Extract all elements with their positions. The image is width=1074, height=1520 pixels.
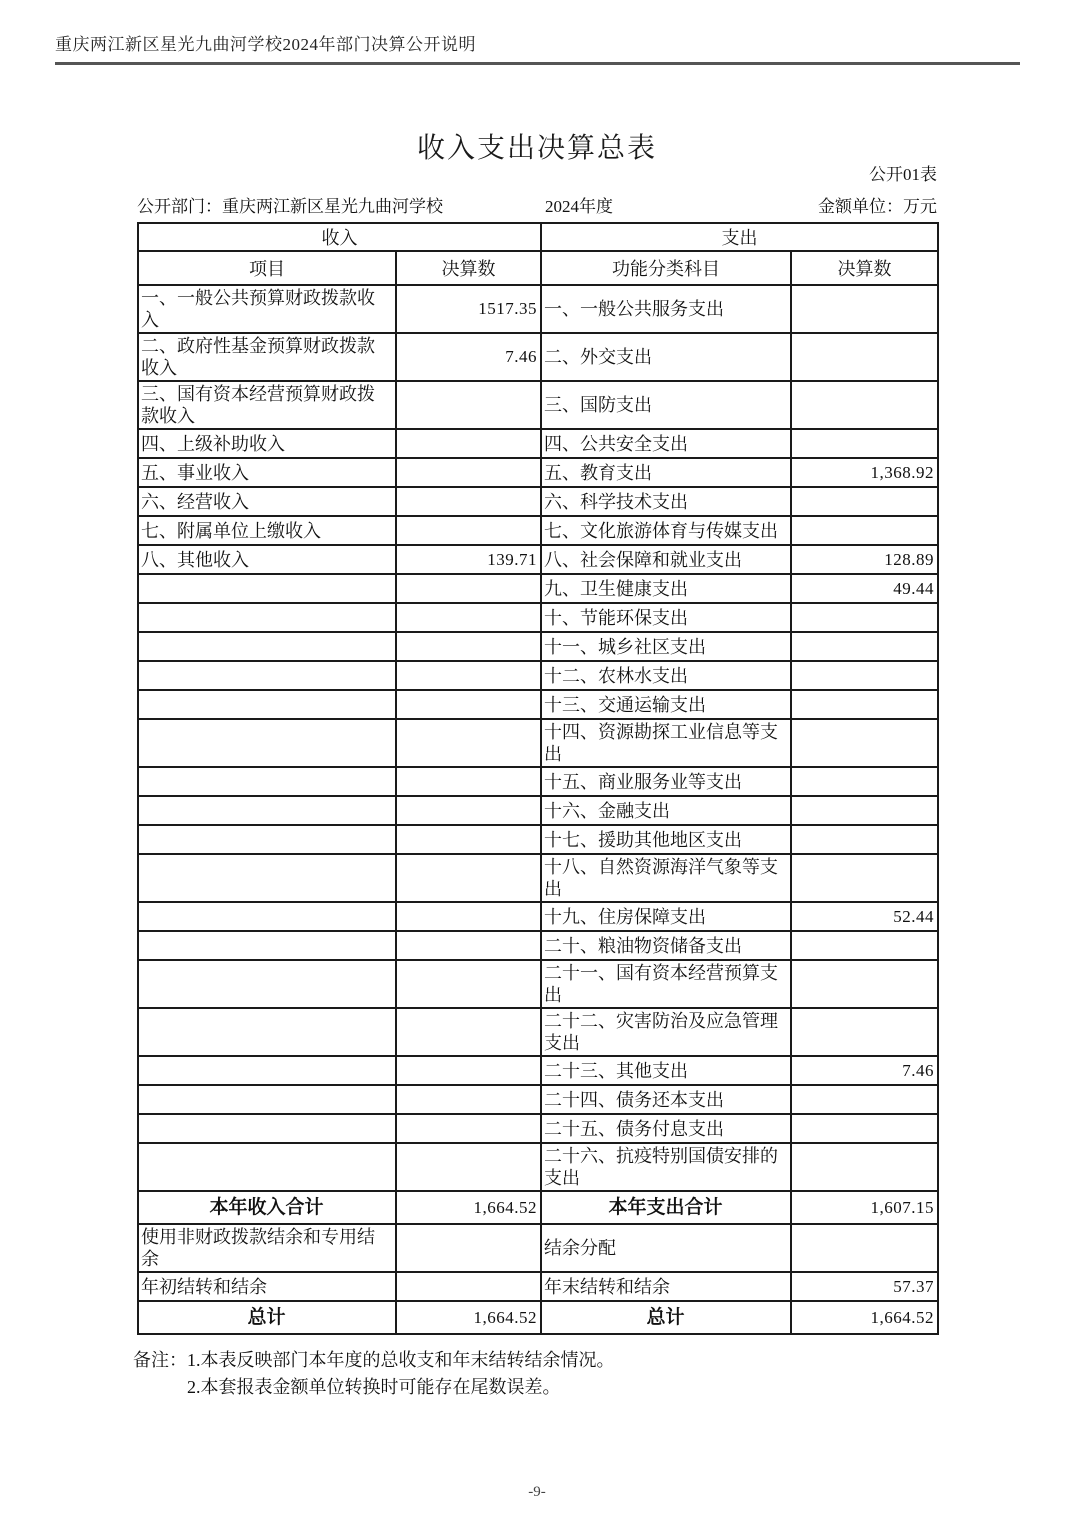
expense-item-cell: 年末结转和结余 xyxy=(541,1272,791,1301)
expense-value-cell: 49.44 xyxy=(791,574,938,603)
expense-value-cell xyxy=(791,1008,938,1056)
expense-item-cell: 十八、自然资源海洋气象等支出 xyxy=(541,854,791,902)
expense-value-cell: 57.37 xyxy=(791,1272,938,1301)
group-header-row xyxy=(138,223,938,251)
income-value-cell xyxy=(396,1056,541,1085)
income-item-cell xyxy=(138,603,396,632)
table-row xyxy=(138,767,938,796)
expense-value-cell xyxy=(791,487,938,516)
table-row xyxy=(138,574,938,603)
income-value-cell: 139.71 xyxy=(396,545,541,574)
table-row xyxy=(138,854,938,902)
table-row xyxy=(138,516,938,545)
table-row xyxy=(138,960,938,1008)
table-row xyxy=(138,796,938,825)
income-value-cell xyxy=(396,661,541,690)
table-code-label: 公开01表 xyxy=(869,165,937,184)
income-item-cell xyxy=(138,574,396,603)
income-item-cell xyxy=(138,825,396,854)
expense-value-cell xyxy=(791,285,938,333)
expense-value-cell xyxy=(791,931,938,960)
expense-value-cell xyxy=(791,1224,938,1272)
fiscal-year-label: 2024年度 xyxy=(545,197,613,216)
document-header xyxy=(55,30,1020,65)
income-value-cell xyxy=(396,1085,541,1114)
income-value-cell xyxy=(396,516,541,545)
expense-value-cell xyxy=(791,603,938,632)
income-item-cell: 总计 xyxy=(138,1301,396,1334)
income-item-cell xyxy=(138,767,396,796)
expense-value-cell: 1,664.52 xyxy=(791,1301,938,1334)
table-row xyxy=(138,1191,938,1224)
income-value-cell xyxy=(396,825,541,854)
table-row xyxy=(138,333,938,381)
income-group-header: 收入 xyxy=(138,223,541,251)
table-row xyxy=(138,458,938,487)
income-value-cell xyxy=(396,632,541,661)
expense-value-cell: 1,607.15 xyxy=(791,1191,938,1224)
expense-item-cell: 十六、金融支出 xyxy=(541,796,791,825)
expense-value-cell xyxy=(791,381,938,429)
income-item-cell xyxy=(138,960,396,1008)
expense-item-cell: 十七、援助其他地区支出 xyxy=(541,825,791,854)
income-item-cell xyxy=(138,854,396,902)
expense-item-cell: 二十一、国有资本经营预算支出 xyxy=(541,960,791,1008)
income-item-cell: 六、经营收入 xyxy=(138,487,396,516)
income-value-cell xyxy=(396,931,541,960)
table-row xyxy=(138,632,938,661)
expense-value-cell: 1,368.92 xyxy=(791,458,938,487)
income-value-cell xyxy=(396,767,541,796)
income-value-cell xyxy=(396,429,541,458)
income-value-cell: 7.46 xyxy=(396,333,541,381)
table-row xyxy=(138,825,938,854)
income-item-cell xyxy=(138,902,396,931)
expense-value-cell xyxy=(791,690,938,719)
income-value-cell: 1517.35 xyxy=(396,285,541,333)
income-item-column-header: 项目 xyxy=(138,251,396,285)
expense-item-cell: 二十二、灾害防治及应急管理支出 xyxy=(541,1008,791,1056)
expense-value-cell xyxy=(791,661,938,690)
expense-item-cell: 三、国防支出 xyxy=(541,381,791,429)
income-value-cell xyxy=(396,902,541,931)
expense-item-cell: 十三、交通运输支出 xyxy=(541,690,791,719)
table-row xyxy=(138,381,938,429)
document-header-title: 重庆两江新区星光九曲河学校2024年部门决算公开说明 xyxy=(55,35,476,54)
expense-item-cell: 二十三、其他支出 xyxy=(541,1056,791,1085)
income-value-cell xyxy=(396,719,541,767)
expense-value-cell xyxy=(791,796,938,825)
expense-item-column-header: 功能分类科目 xyxy=(541,251,791,285)
table-body xyxy=(138,285,938,1334)
income-value-column-header: 决算数 xyxy=(396,251,541,285)
expense-item-cell: 本年支出合计 xyxy=(541,1191,791,1224)
expense-group-header: 支出 xyxy=(541,223,938,251)
table-row xyxy=(138,487,938,516)
table-row xyxy=(138,429,938,458)
income-value-cell: 1,664.52 xyxy=(396,1301,541,1334)
table-row xyxy=(138,285,938,333)
income-item-cell xyxy=(138,632,396,661)
income-value-cell xyxy=(396,690,541,719)
expense-value-cell: 52.44 xyxy=(791,902,938,931)
footnote-line: 2.本套报表金额单位转换时可能存在尾数误差。 xyxy=(187,1377,561,1397)
footnotes xyxy=(133,1347,1013,1401)
expense-item-cell: 六、科学技术支出 xyxy=(541,487,791,516)
table-row xyxy=(138,931,938,960)
expense-value-cell xyxy=(791,1143,938,1191)
income-item-cell xyxy=(138,1114,396,1143)
income-item-cell xyxy=(138,1085,396,1114)
income-value-cell xyxy=(396,381,541,429)
income-item-cell: 七、附属单位上缴收入 xyxy=(138,516,396,545)
income-item-cell xyxy=(138,1056,396,1085)
income-value-cell: 1,664.52 xyxy=(396,1191,541,1224)
expense-value-cell: 128.89 xyxy=(791,545,938,574)
expense-item-cell: 十一、城乡社区支出 xyxy=(541,632,791,661)
income-value-cell xyxy=(396,796,541,825)
table-row xyxy=(138,690,938,719)
expense-item-cell: 二、外交支出 xyxy=(541,333,791,381)
income-item-cell: 三、国有资本经营预算财政拨款收入 xyxy=(138,381,396,429)
expense-value-cell xyxy=(791,854,938,902)
expense-item-cell: 十四、资源勘探工业信息等支出 xyxy=(541,719,791,767)
income-item-cell xyxy=(138,661,396,690)
income-value-cell xyxy=(396,574,541,603)
footnotes-items xyxy=(187,1347,615,1401)
income-value-cell xyxy=(396,603,541,632)
expense-value-cell xyxy=(791,632,938,661)
expense-item-cell: 八、社会保障和就业支出 xyxy=(541,545,791,574)
expense-value-cell xyxy=(791,1114,938,1143)
table-row xyxy=(138,661,938,690)
table-row xyxy=(138,603,938,632)
income-item-cell: 五、事业收入 xyxy=(138,458,396,487)
income-value-cell xyxy=(396,1272,541,1301)
expense-value-cell xyxy=(791,767,938,796)
income-item-cell: 四、上级补助收入 xyxy=(138,429,396,458)
expense-item-cell: 二十、粮油物资储备支出 xyxy=(541,931,791,960)
page-title: 收入支出决算总表 xyxy=(416,133,657,164)
table-row xyxy=(138,1114,938,1143)
income-value-cell xyxy=(396,1008,541,1056)
income-value-cell xyxy=(396,960,541,1008)
table-row xyxy=(138,902,938,931)
header-divider xyxy=(55,62,1020,65)
table-row xyxy=(138,1143,938,1191)
expense-item-cell: 十、节能环保支出 xyxy=(541,603,791,632)
expense-item-cell: 十五、商业服务业等支出 xyxy=(541,767,791,796)
expense-value-cell xyxy=(791,429,938,458)
expense-value-cell xyxy=(791,516,938,545)
income-value-cell xyxy=(396,1143,541,1191)
income-value-cell xyxy=(396,854,541,902)
expense-value-cell xyxy=(791,960,938,1008)
table-row xyxy=(138,1085,938,1114)
expense-item-cell: 一、一般公共服务支出 xyxy=(541,285,791,333)
expense-item-cell: 十二、农林水支出 xyxy=(541,661,791,690)
page-number: -9- xyxy=(528,1484,546,1500)
final-accounts-table xyxy=(137,222,939,1335)
expense-item-cell: 二十四、债务还本支出 xyxy=(541,1085,791,1114)
income-item-cell xyxy=(138,1143,396,1191)
table-row xyxy=(138,1301,938,1334)
expense-value-cell xyxy=(791,333,938,381)
expense-item-cell: 二十五、债务付息支出 xyxy=(541,1114,791,1143)
income-value-cell xyxy=(396,1224,541,1272)
expense-value-cell xyxy=(791,1085,938,1114)
expense-value-column-header: 决算数 xyxy=(791,251,938,285)
department-label: 公开部门：重庆两江新区星光九曲河学校 xyxy=(137,197,443,216)
income-item-cell: 本年收入合计 xyxy=(138,1191,396,1224)
column-header-row xyxy=(138,251,938,285)
income-value-cell xyxy=(396,487,541,516)
table-row xyxy=(138,1056,938,1085)
income-item-cell: 二、政府性基金预算财政拨款收入 xyxy=(138,333,396,381)
income-item-cell: 八、其他收入 xyxy=(138,545,396,574)
expense-item-cell: 总计 xyxy=(541,1301,791,1334)
expense-item-cell: 五、教育支出 xyxy=(541,458,791,487)
income-item-cell: 年初结转和结余 xyxy=(138,1272,396,1301)
footnote-line: 1.本表反映部门本年度的总收支和年末结转结余情况。 xyxy=(187,1350,615,1370)
table-row xyxy=(138,719,938,767)
table-row xyxy=(138,1272,938,1301)
expense-item-cell: 四、公共安全支出 xyxy=(541,429,791,458)
income-item-cell xyxy=(138,796,396,825)
expense-item-cell: 十九、住房保障支出 xyxy=(541,902,791,931)
expense-item-cell: 二十六、抗疫特别国债安排的支出 xyxy=(541,1143,791,1191)
footnotes-label: 备注： xyxy=(133,1350,187,1370)
table-row xyxy=(138,1008,938,1056)
income-value-cell xyxy=(396,458,541,487)
income-item-cell xyxy=(138,1008,396,1056)
table-row xyxy=(138,545,938,574)
expense-item-cell: 九、卫生健康支出 xyxy=(541,574,791,603)
expense-value-cell: 7.46 xyxy=(791,1056,938,1085)
income-value-cell xyxy=(396,1114,541,1143)
income-item-cell xyxy=(138,719,396,767)
amount-unit-label: 金额单位：万元 xyxy=(818,197,937,216)
expense-item-cell: 七、文化旅游体育与传媒支出 xyxy=(541,516,791,545)
table-meta-row xyxy=(137,192,937,214)
table-row xyxy=(138,1224,938,1272)
income-item-cell: 一、一般公共预算财政拨款收入 xyxy=(138,285,396,333)
expense-value-cell xyxy=(791,825,938,854)
income-item-cell: 使用非财政拨款结余和专用结余 xyxy=(138,1224,396,1272)
income-item-cell xyxy=(138,690,396,719)
expense-item-cell: 结余分配 xyxy=(541,1224,791,1272)
expense-value-cell xyxy=(791,719,938,767)
income-item-cell xyxy=(138,931,396,960)
